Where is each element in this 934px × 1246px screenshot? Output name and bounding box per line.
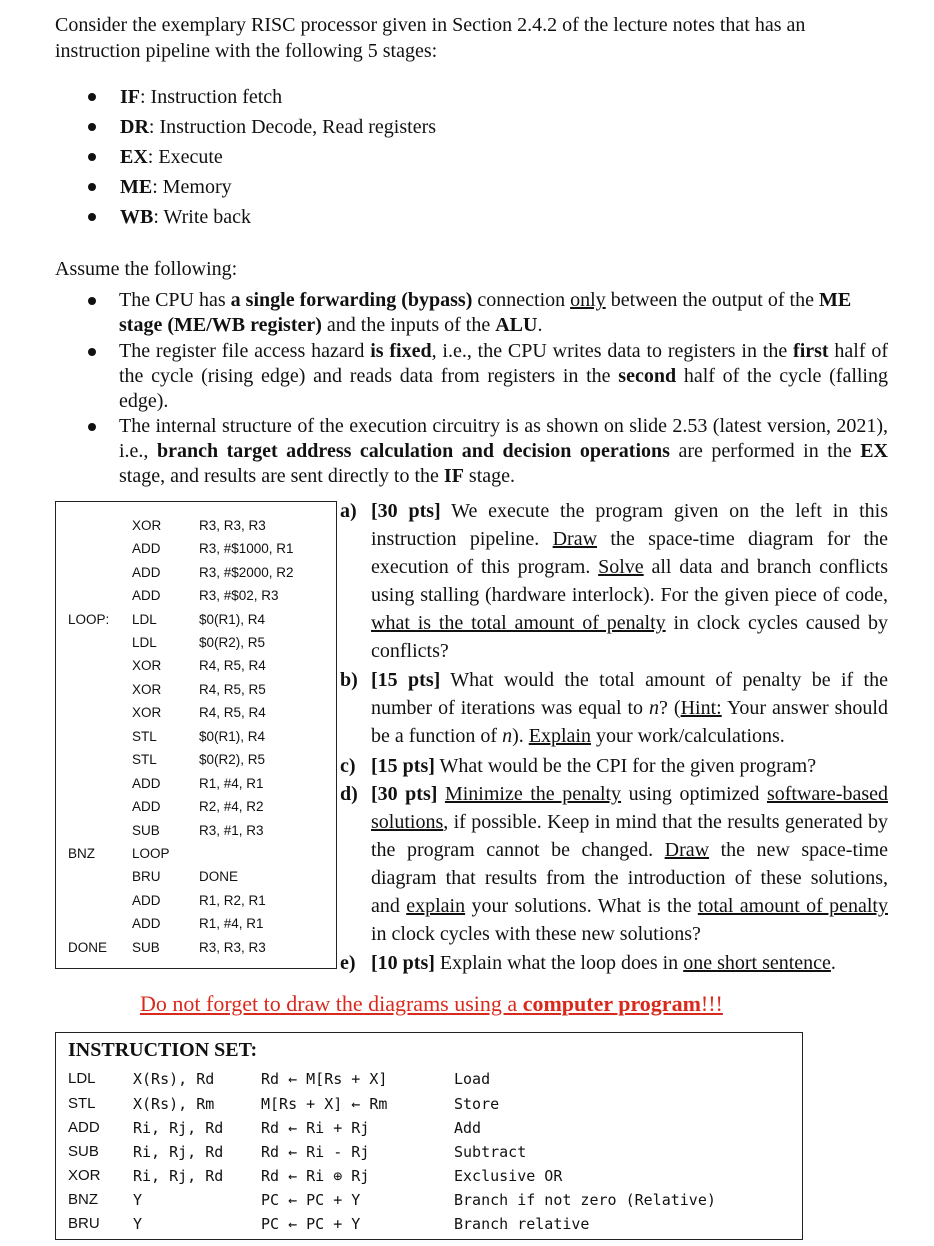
stage-desc: : Memory — [152, 175, 232, 198]
question-a: a) [30 pts] We execute the program given on the left in this instruction pipeline. Draw the space-time diagram for the execution of this program. Solve all data and branch conflicts using stalling (hardware interlock). For the given piece of code, what is the total amount of penalty in clock cycles caused by conflicts? — [340, 500, 888, 662]
program-line: ADD R3, #$2000, R2 — [132, 565, 294, 580]
program-line: ADD R3, #$02, R3 — [132, 588, 279, 603]
stage-desc: : Write back — [153, 205, 252, 228]
stage-abbr: ME — [120, 175, 153, 198]
question-e: e) [10 pts] Explain what the loop does in one short sentence. — [340, 952, 836, 974]
program-line: STL $0(R1), R4 — [132, 729, 266, 744]
instruction-row: BNZ Y PC ← PC + Y Branch if not zero (Relative) — [68, 1191, 716, 1209]
intro-line-1: Consider the exemplary RISC processor given in Section 2.4.2 of the lecture notes that has an — [55, 14, 806, 36]
program-line: XOR R4, R5, R4 — [132, 705, 266, 720]
stage-abbr: EX — [120, 145, 148, 168]
stage-list — [88, 82, 436, 232]
intro-line-2: instruction pipeline with the following 5 stages: — [55, 40, 438, 62]
stage-abbr: DR — [120, 115, 149, 138]
question-b: b) [15 pts] What would the total amount of penalty be if the number of iterations was equal to n? (Hint: Your answer should be a function of n). Explain your work/calculations. — [340, 669, 888, 747]
instruction-row: STL X(Rs), Rm M[Rs + X] ← Rm Store — [68, 1095, 500, 1113]
bullet-icon — [88, 123, 96, 131]
bullet-icon — [88, 423, 96, 431]
program-line: XOR R4, R5, R4 — [132, 658, 266, 673]
program-line: ADD R3, #$1000, R1 — [132, 541, 294, 556]
intro-paragraph — [55, 12, 895, 64]
program-line: BNZ LOOP — [68, 846, 170, 861]
program-line: DONE SUB R3, R3, R3 — [68, 940, 266, 955]
bullet-icon — [88, 93, 96, 101]
question-d: d) [30 pts] Minimize the penalty using optimized software-based solutions, if possible. Keep in mind that the results generated by the program cannot be changed. Draw the new space-time diagram that results from the introduction of these solutions, and explain your solutions. What is the total amount of penalty in clock cycles with these new solutions? — [340, 783, 889, 945]
stage-item — [88, 202, 436, 232]
instruction-row: BRU Y PC ← PC + Y Branch relative — [68, 1215, 590, 1233]
bullet-icon — [88, 297, 96, 305]
stage-item — [88, 142, 436, 172]
stage-abbr: WB — [120, 205, 154, 228]
program-line: ADD R2, #4, R2 — [132, 799, 264, 814]
instruction-row: SUB Ri, Rj, Rd Rd ← Ri - Rj Subtract — [68, 1143, 527, 1161]
bullet-icon — [88, 153, 96, 161]
program-line: ADD R1, R2, R1 — [132, 893, 266, 908]
program-line: SUB R3, #1, R3 — [132, 823, 264, 838]
question-c: c) [15 pts] What would be the CPI for the given program? — [340, 755, 817, 777]
stage-item — [88, 112, 436, 142]
instruction-row: ADD Ri, Rj, Rd Rd ← Ri + Rj Add — [68, 1119, 482, 1137]
instruction-set-table — [55, 1032, 803, 1240]
assume-item: The CPU has a single forwarding (bypass) connection only between the output of the ME stage (ME/WB register) and the inputs of the ALU. — [88, 288, 888, 338]
assume-item: The internal structure of the execution circuitry is as shown on slide 2.53 (latest version, 2021), i.e., branch target address calculation and decision operations are performed in the EX stage, and results are sent directly to the IF stage. — [88, 414, 888, 489]
program-line: ADD R1, #4, R1 — [132, 776, 264, 791]
stage-item — [88, 172, 436, 202]
program-line: ADD R1, #4, R1 — [132, 916, 264, 931]
program-listing — [55, 501, 337, 969]
instruction-set-title: INSTRUCTION SET: — [68, 1039, 258, 1061]
assume-heading: Assume the following: — [55, 258, 238, 280]
program-line: LDL $0(R2), R5 — [132, 635, 266, 650]
stage-desc: : Instruction Decode, Read registers — [148, 115, 437, 138]
stage-item — [88, 82, 436, 112]
stage-desc: : Execute — [147, 145, 223, 168]
program-line: BRU DONE — [132, 869, 239, 884]
bullet-icon — [88, 183, 96, 191]
bullet-icon — [88, 348, 96, 356]
stage-abbr: IF — [120, 85, 140, 108]
instruction-row: LDL X(Rs), Rd Rd ← M[Rs + X] Load — [68, 1070, 491, 1088]
warning-note: Do not forget to draw the diagrams using a computer program!!! — [140, 991, 723, 1016]
program-line: XOR R3, R3, R3 — [132, 518, 266, 533]
program-line: LOOP: LDL $0(R1), R4 — [68, 612, 266, 627]
instruction-row: XOR Ri, Rj, Rd Rd ← Ri ⊕ Rj Exclusive OR — [68, 1167, 563, 1185]
stage-desc: : Instruction fetch — [140, 85, 283, 108]
assume-item: The register file access hazard is fixed, i.e., the CPU writes data to registers in the first half of the cycle (rising edge) and reads data from registers in the second half of the cycle (falling edge). — [88, 339, 888, 414]
program-line: XOR R4, R5, R5 — [132, 682, 266, 697]
program-line: STL $0(R2), R5 — [132, 752, 266, 767]
bullet-icon — [88, 213, 96, 221]
